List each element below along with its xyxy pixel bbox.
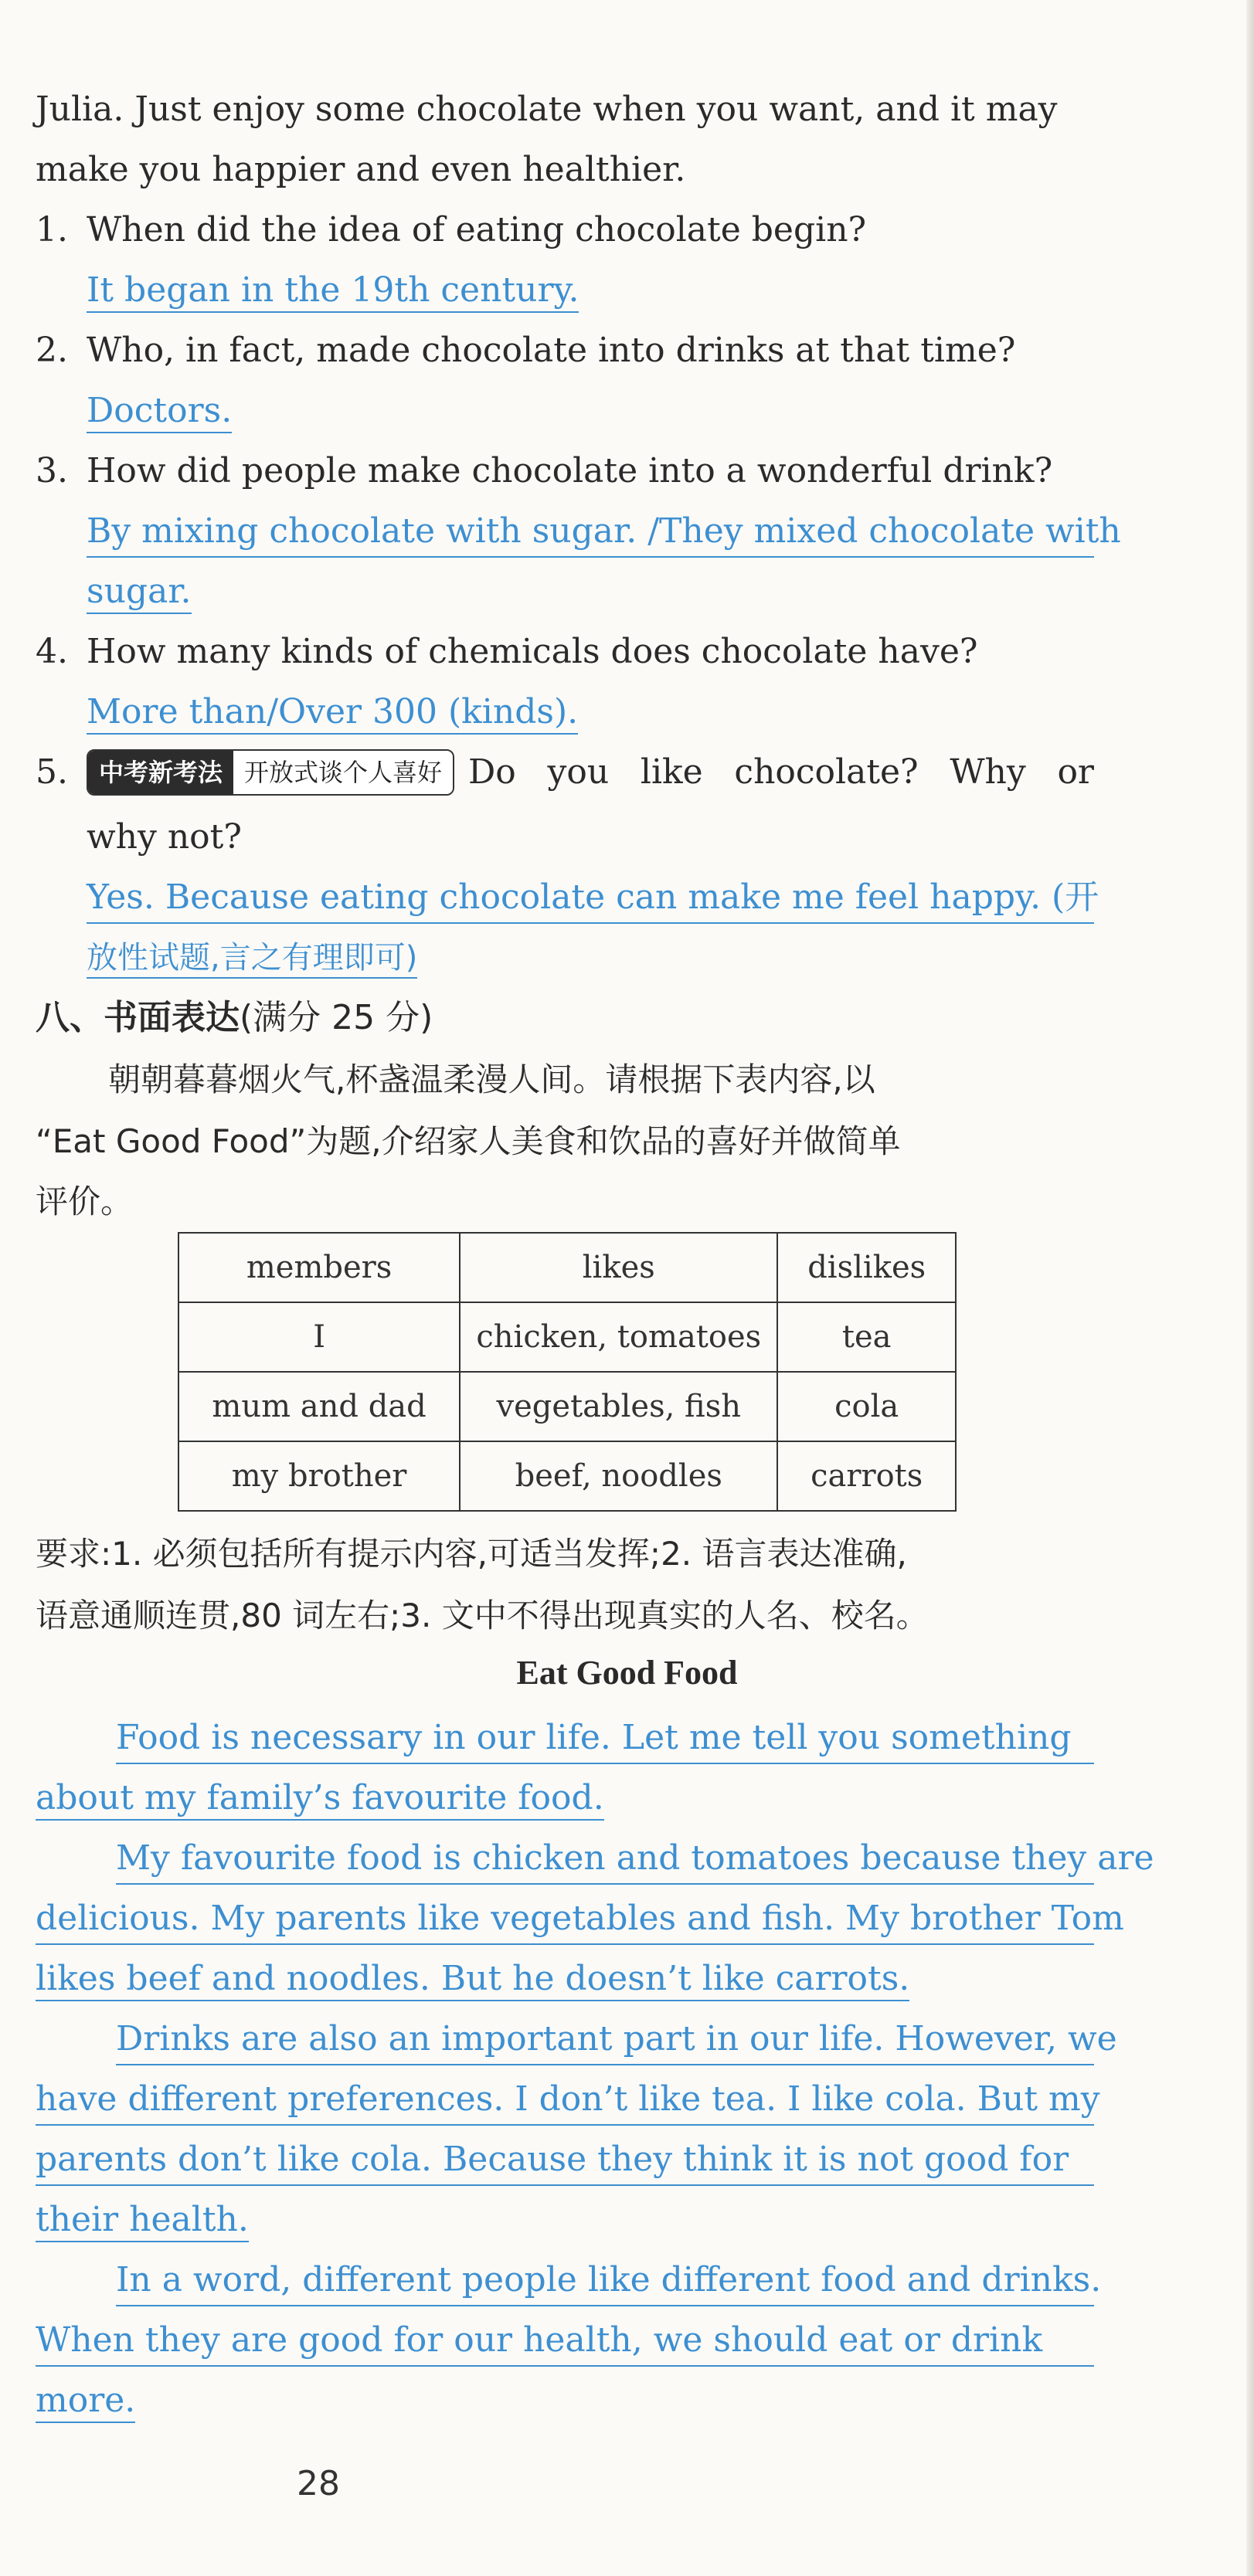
requirements-line-1: 要求:1. 必须包括所有提示内容,可适当发挥;2. 语言表达准确, <box>36 1535 907 1573</box>
essay-line: In a word, different people like different food and drinks. <box>116 2257 1094 2306</box>
prompt-line-2: “Eat Good Food”为题,介绍家人美食和饮品的喜好并做简单 <box>36 1122 901 1160</box>
question-5: 5. 中考新考法 开放式谈个人喜好 Do you like chocolate? Why or <box>36 749 1094 796</box>
prompt-line-3: 评价。 <box>36 1183 134 1220</box>
requirements-line-2: 语意通顺连贯,80 词左右;3. 文中不得出现真实的人名、校名。 <box>36 1597 929 1634</box>
answer-3-line-1: By mixing chocolate with sugar. /They mixed chocolate with <box>87 508 1094 558</box>
table-cell: carrots <box>777 1441 956 1511</box>
question-3: 3. How did people make chocolate into a wonderful drink? <box>36 451 1053 490</box>
table-header-cell: dislikes <box>777 1233 956 1302</box>
answer-4: More than/Over 300 (kinds). <box>87 689 578 735</box>
answer-5-line-2: 放性试题,言之有理即可) <box>87 935 417 981</box>
answer-2: Doctors. <box>87 388 232 434</box>
page-edge-shadow <box>1246 0 1254 2576</box>
new-exam-tag: 中考新考法 开放式谈个人喜好 <box>87 749 454 796</box>
answer-1: It began in the 19th century. <box>87 267 579 314</box>
question-5-line-2: why not? <box>87 817 242 857</box>
essay-line: Food is necessary in our life. Let me tell you something <box>116 1715 1094 1764</box>
table-header-cell: members <box>178 1233 460 1302</box>
intro-line-2: make you happier and even healthier. <box>36 150 686 189</box>
essay-line: parents don’t like cola. Because they think it is not good for <box>36 2136 1094 2186</box>
essay-line: more. <box>36 2377 135 2424</box>
answer-5-line-1: Yes. Because eating chocolate can make me feel happy. (开 <box>87 874 1094 924</box>
preferences-table <box>178 1232 957 1512</box>
essay-title: Eat Good Food <box>516 1654 738 1692</box>
intro-line-1: Julia. Just enjoy some chocolate when you want, and it may <box>36 90 1058 129</box>
table-cell: my brother <box>178 1441 460 1511</box>
table-row <box>178 1372 956 1441</box>
essay-line: likes beef and noodles. But he doesn’t like carrots. <box>36 1956 909 2002</box>
table-cell: beef, noodles <box>460 1441 777 1511</box>
table-cell: tea <box>777 1302 956 1372</box>
table-cell: vegetables, fish <box>460 1372 777 1441</box>
essay-line: My favourite food is chicken and tomatoes because they are <box>116 1835 1094 1885</box>
table-header-cell: likes <box>460 1233 777 1302</box>
question-4: 4. How many kinds of chemicals does chocolate have? <box>36 632 978 671</box>
question-1: 1. When did the idea of eating chocolate begin? <box>36 210 867 249</box>
page-number: 28 <box>297 2464 340 2503</box>
table-cell: mum and dad <box>178 1372 460 1441</box>
essay-line: When they are good for our health, we should eat or drink <box>36 2317 1094 2367</box>
table-header-row <box>178 1233 956 1302</box>
table-cell: I <box>178 1302 460 1372</box>
section-8-heading: 八、书面表达(满分 25 分) <box>36 998 433 1037</box>
table-row <box>178 1441 956 1511</box>
question-2: 2. Who, in fact, made chocolate into drinks at that time? <box>36 331 1016 370</box>
essay-line: about my family’s favourite food. <box>36 1775 604 1821</box>
table-row <box>178 1302 956 1372</box>
question-5-text: Do you like chocolate? Why or <box>468 752 1094 792</box>
essay-line: have different preferences. I don’t like tea. I like cola. But my <box>36 2076 1094 2126</box>
essay-line: their health. <box>36 2197 249 2243</box>
essay-line: delicious. My parents like vegetables and fish. My brother Tom <box>36 1896 1094 1945</box>
answer-3-line-2: sugar. <box>87 568 192 615</box>
essay-line: Drinks are also an important part in our life. However, we <box>116 2016 1094 2065</box>
prompt-line-1: 朝朝暮暮烟火气,杯盏温柔漫人间。请根据下表内容,以 <box>108 1061 875 1098</box>
table-cell: chicken, tomatoes <box>460 1302 777 1372</box>
table-cell: cola <box>777 1372 956 1441</box>
